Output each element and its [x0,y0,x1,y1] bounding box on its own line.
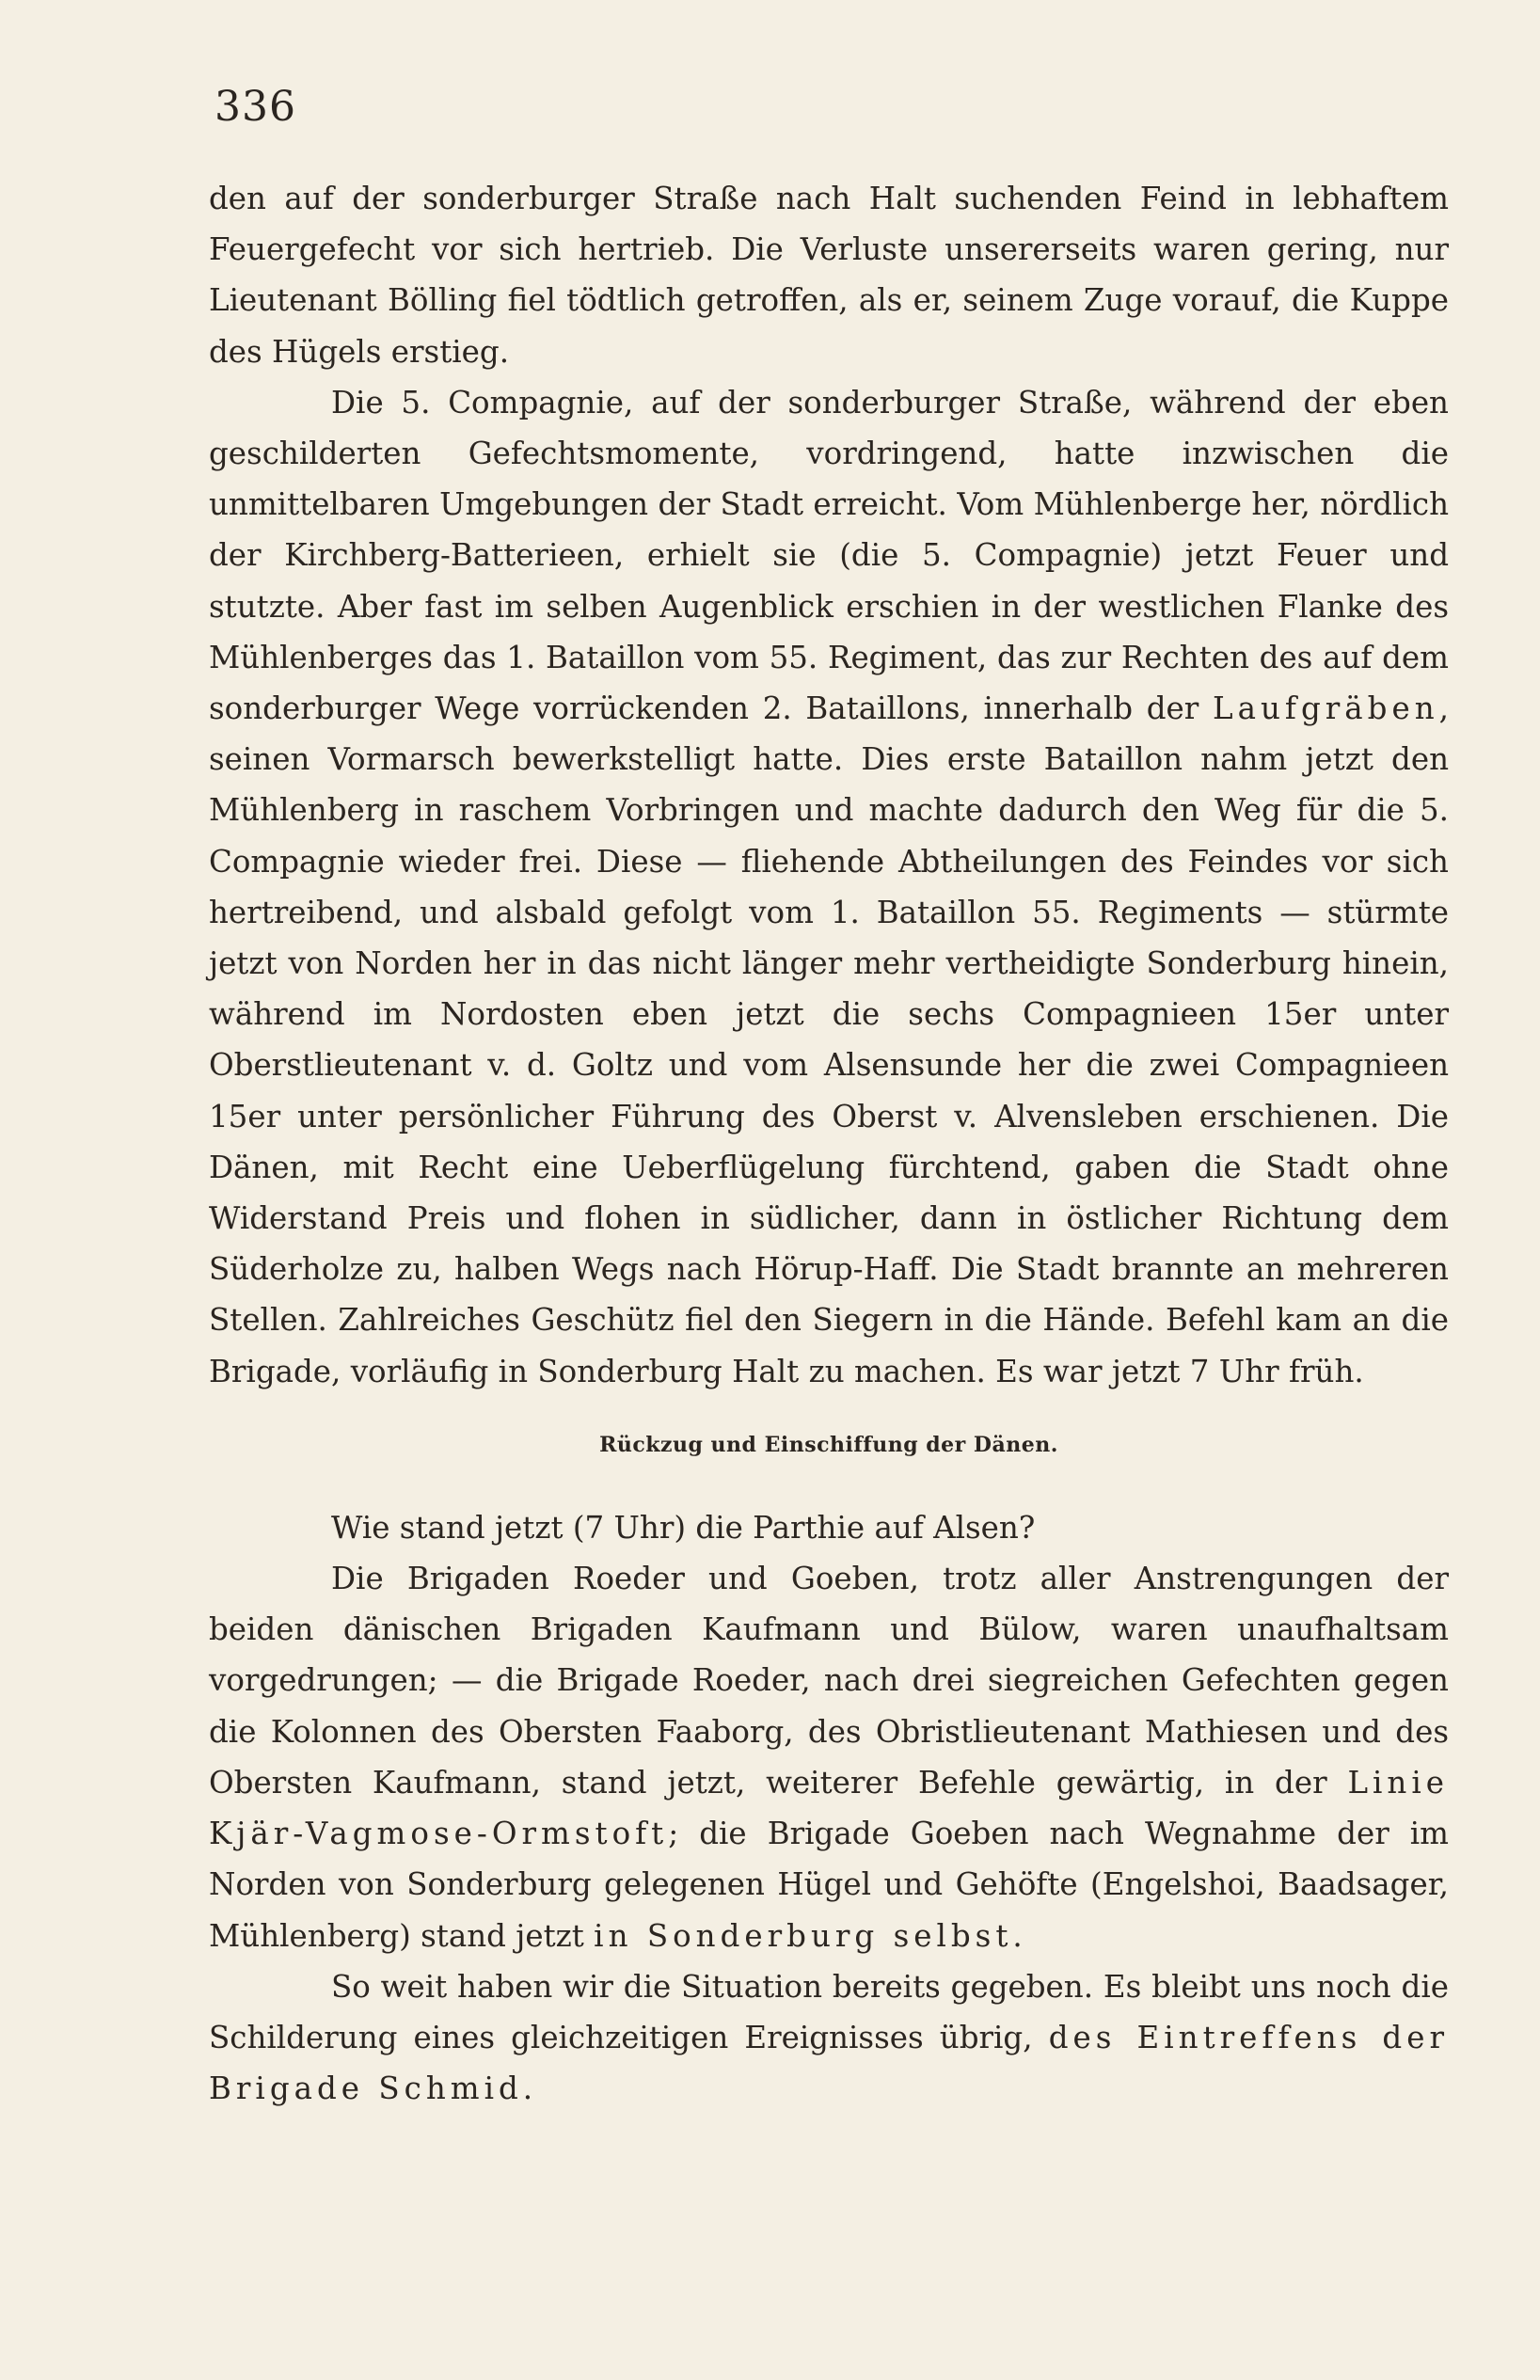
page-number: 336 [214,83,296,131]
paragraph-text: den auf der sonderburger Straße nach Halt suchenden Feind in lebhaftem Feuergefecht vor sich hertrieb. Die Verluste unsererseits waren gering, nur Lieutenant Bölling fiel tödtlich getroffen, als er, seinem Zuge vorauf, die Kuppe des Hügels erstieg. [209,181,1449,370]
paragraph-situation [209,1961,1449,2115]
emphasis-spaced: des Eintreffens der Brigade Schmid [209,2019,1449,2107]
emphasis-spaced: Linie Kjär-Vagmose-Ormstoft [209,1764,1449,1852]
paragraph-text: Wie stand jetzt (7 Uhr) die Parthie auf Alsen? [331,1509,1036,1546]
paragraph-text: ; die Brigade Goeben nach Wegnahme der im Norden von Sonderburg gelegenen Hügel und Gehöfte (Engelshoi, Baadsager, Mühlenberg) stand jetzt [209,1816,1449,1954]
paragraph-text: , seinen Vormarsch bewerkstelligt hatte. Dies erste Bataillon nahm jetzt den Mühlenberg in raschem Vorbringen und machte dadurch den Weg für die 5. Compagnie wieder frei. Diese — fliehende Abtheilungen des Feindes vor sich hertreibend, und alsbald gefolgt vom 1. Bataillon 55. Regiments — stürmte jetzt von Norden her in das nicht länger mehr vertheidigte Sonderburg hinein, während im Nordosten eben jetzt die sechs Compagnieen 15er unter Oberstlieutenant v. d. Goltz und vom Alsensunde her die zwei Compagnieen 15er unter persönlicher Führung des Oberst v. Alvensleben erschienen. Die Dänen, mit Recht eine Ueberflügelung fürchtend, gaben die Stadt ohne Widerstand Preis und flohen in südlicher, dann in östlicher Richtung dem Süderholze zu, halben Wegs nach Hörup-Haff. Die Stadt brannte an mehreren Stellen. Zahlreiches Geschütz fiel den Siegern in die Hände. Befehl kam an die Brigade, vorläufig in Sonderburg Halt zu machen. Es war jetzt 7 Uhr früh. [209,690,1449,1389]
paragraph-text: . [1012,1917,1023,1954]
emphasis-spaced: Laufgräben [1213,690,1439,727]
paragraph-fifth-company [209,377,1449,1397]
emphasis-spaced: in Sonderburg selbst [594,1917,1013,1954]
paragraph-continuation [209,173,1449,377]
paragraph-text: So weit haben wir die Situation bereits gegeben. Es bleibt uns noch die Schilderung eines gleichzeitigen Ereignisses übrig, [209,1968,1449,2055]
paragraph-brigades [209,1553,1449,1961]
paragraph-text: Die 5. Compagnie, auf der sonderburger Straße, während der eben geschilderten Gefechtsmomente, vordringend, hatte inzwischen die unmittelbaren Umgebungen der Stadt erreicht. Vom Mühlenberge her, nördlich der Kirchberg-Batterieen, erhielt sie (die 5. Compagnie) jetzt Feuer und stutzte. Aber fast im selben Augenblick erschien in der westlichen Flanke des Mühlenberges das 1. Bataillon vom 55. Regiment, das zur Rechten des auf dem sonderburger Wege vorrückenden 2. Bataillons, innerhalb der [209,384,1449,727]
paragraph-question [209,1502,1449,1553]
section-heading: Rückzug und Einschiffung der Dänen. [599,1432,1058,1457]
paragraph-text: . [522,2071,533,2107]
page-body [209,173,1449,2114]
paragraph-text: Die Brigaden Roeder und Goeben, trotz aller Anstrengungen der beiden dänischen Brigaden Kaufmann und Bülow, waren unaufhaltsam vorgedrungen; — die Brigade Roeder, nach drei siegreichen Gefechten gegen die Kolonnen des Obersten Faaborg, des Obristlieutenant Mathiesen und des Obersten Kaufmann, stand jetzt, weiterer Befehle gewärtig, in der [209,1561,1449,1801]
